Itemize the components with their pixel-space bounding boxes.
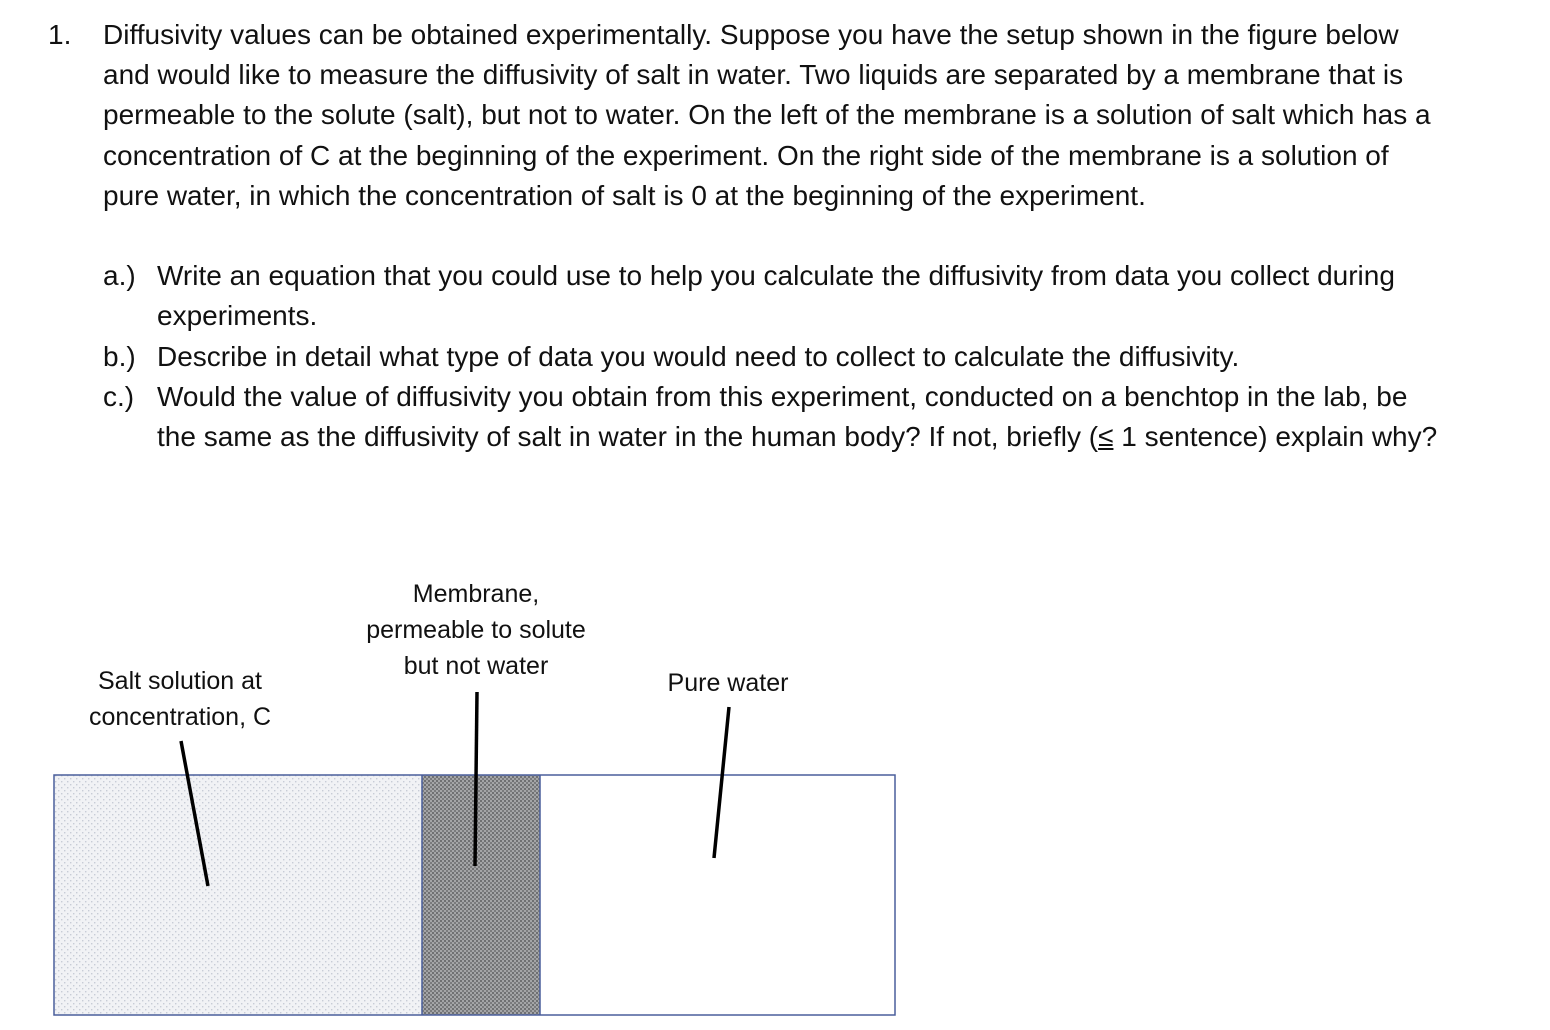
membrane-label-line1: Membrane, xyxy=(412,580,540,608)
subpart-a-letter: a.) xyxy=(103,260,136,291)
membrane-label-line2: permeable to solute xyxy=(366,616,586,644)
salt-solution-compartment xyxy=(54,775,422,1015)
water-label-line1: Pure water xyxy=(667,669,789,697)
subpart-c-text-after: 1 sentence) explain why? xyxy=(1113,421,1438,453)
salt-label-line1: Salt solution at xyxy=(98,667,262,695)
subpart-b-letter: b.) xyxy=(103,341,136,372)
membrane-region xyxy=(422,775,540,1015)
subpart-c-letter: c.) xyxy=(103,381,135,412)
less-equal-symbol: ≤ xyxy=(1098,421,1114,453)
subpart-b-text: Describe in detail what type of data you would need to collect to calculate the diffusivity. xyxy=(157,341,1240,372)
salt-label-line2: concentration, C xyxy=(88,703,272,731)
membrane-label-line3: but not water xyxy=(403,652,549,680)
question-number: 1. xyxy=(48,19,72,50)
subpart-a-text: Write an equation that you could use to help you calculate the diffusivity from data you collect during experiments. xyxy=(157,260,1395,332)
question-stem: Diffusivity values can be obtained experimentally. Suppose you have the setup shown in the figure below and would like to measure the diffusivity of salt in water. Two liquids are separated by a membrane that is permeable to the solute (salt), but not to water. On the left of the membrane is a solution of salt which has a concentration of C at the beginning of the experiment. On the right side of the membrane is a solution of pure water, in which the concentration of salt is 0 at the beginning of the experiment. xyxy=(103,19,1431,211)
subpart-c-text-before: Would the value of diffusivity you obtain from this experiment, conducted on a benchtop in the lab, be the same as the diffusivity of salt in water in the human body? If not, briefly ( xyxy=(157,381,1408,453)
membrane-pointer-line xyxy=(475,692,477,866)
